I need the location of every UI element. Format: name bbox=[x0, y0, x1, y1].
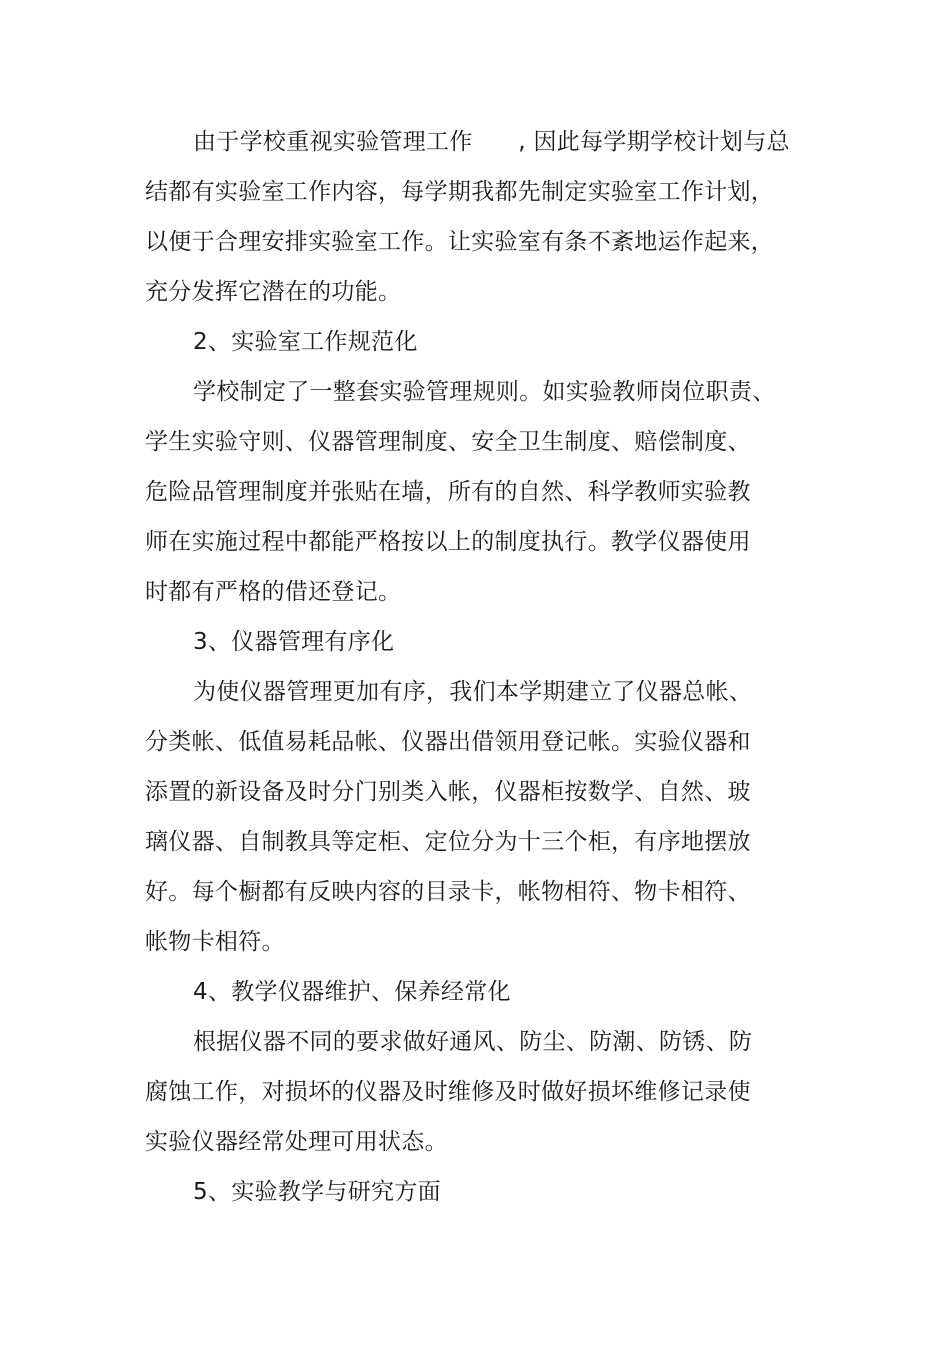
paragraph-4-line-3: 实验仪器经常处理可用状态。 bbox=[145, 1129, 448, 1155]
paragraph-2-line-1: 学校制定了一整套实验管理规则。如实验教师岗位职责、 bbox=[193, 379, 776, 405]
section-heading-4: 4、教学仪器维护、保养经常化 bbox=[193, 979, 511, 1005]
paragraph-2-line-3: 危险品管理制度并张贴在墙，所有的自然、科学教师实验教 bbox=[145, 479, 751, 505]
section-heading-2: 2、实验室工作规范化 bbox=[193, 329, 418, 355]
section-heading-5: 5、实验教学与研究方面 bbox=[193, 1179, 441, 1205]
paragraph-1-line-4: 充分发挥它潜在的功能。 bbox=[145, 279, 402, 305]
paragraph-3-line-6: 帐物卡相符。 bbox=[145, 929, 285, 955]
paragraph-1-line-1: 由于学校重视实验管理工作 , 因此每学期学校计划与总 bbox=[193, 129, 790, 155]
paragraph-4-line-1: 根据仪器不同的要求做好通风、防尘、防潮、防锈、防 bbox=[193, 1029, 753, 1055]
paragraph-4-line-2: 腐蚀工作，对损坏的仪器及时维修及时做好损坏维修记录使 bbox=[145, 1079, 751, 1105]
section-heading-3: 3、仪器管理有序化 bbox=[193, 629, 395, 655]
paragraph-3-line-4: 璃仪器、自制教具等定柜、定位分为十三个柜，有序地摆放 bbox=[145, 829, 751, 855]
paragraph-2-line-2: 学生实验守则、仪器管理制度、安全卫生制度、赔偿制度、 bbox=[145, 429, 751, 455]
paragraph-2-line-4: 师在实施过程中都能严格按以上的制度执行。教学仪器使用 bbox=[145, 529, 751, 555]
paragraph-1-line-2: 结都有实验室工作内容，每学期我都先制定实验室工作计划， bbox=[145, 179, 775, 205]
paragraph-3-line-1: 为使仪器管理更加有序，我们本学期建立了仪器总帐、 bbox=[193, 679, 753, 705]
paragraph-2-line-5: 时都有严格的借还登记。 bbox=[145, 579, 402, 605]
paragraph-3-line-2: 分类帐、低值易耗品帐、仪器出借领用登记帐。实验仪器和 bbox=[145, 729, 751, 755]
paragraph-3-line-3: 添置的新设备及时分门别类入帐，仪器柜按数学、自然、玻 bbox=[145, 779, 751, 805]
paragraph-3-line-5: 好。每个橱都有反映内容的目录卡，帐物相符、物卡相符、 bbox=[145, 879, 751, 905]
paragraph-1-line-3: 以便于合理安排实验室工作。让实验室有条不紊地运作起来， bbox=[145, 229, 775, 255]
